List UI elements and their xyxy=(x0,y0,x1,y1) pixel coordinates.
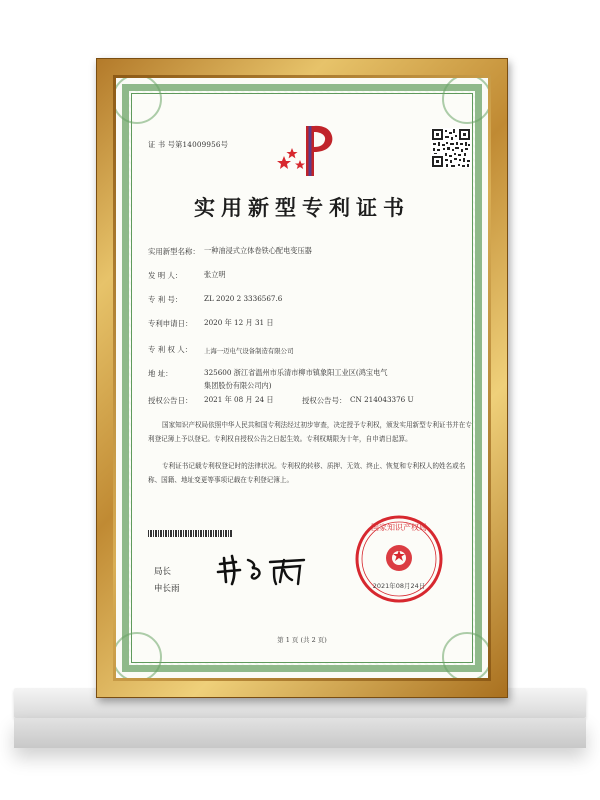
field-label-grant-date: 授权公告日： xyxy=(148,396,193,405)
guilloche-border xyxy=(122,84,482,672)
director-title: 局长 xyxy=(154,567,172,577)
corner-ornament xyxy=(116,78,162,124)
field-value-utility-model-name: 一种油浸式立体卷铁心配电变压器 xyxy=(204,246,312,255)
field-value-filing-date: 2020 年 12 月 31 日 xyxy=(204,318,274,327)
field-label-inventor: 发 明 人： xyxy=(148,271,183,280)
certificate-title: 实用新型专利证书 xyxy=(194,195,410,220)
svg-text:国家知识产权局: 国家知识产权局 xyxy=(371,523,427,532)
field-value-patentee: 上海一迈电气设备制造有限公司 xyxy=(204,347,294,355)
field-value-inventor: 张立明 xyxy=(204,270,226,279)
certificate-body xyxy=(131,93,473,663)
field-label-utility-model-name: 实用新型名称： xyxy=(148,247,200,256)
director-name: 申长雨 xyxy=(154,584,180,594)
svg-text:2021年08月24日: 2021年08月24日 xyxy=(372,582,426,590)
qr-code-icon xyxy=(431,128,471,168)
field-value-grant-number: CN 214043376 U xyxy=(350,395,414,404)
field-value-grant-date: 2021 年 08 月 24 日 xyxy=(204,395,274,404)
shelf-front xyxy=(14,718,586,748)
certificate-number: 证 书 号第14009956号 xyxy=(148,140,229,149)
field-label-patentee: 专 利 权 人： xyxy=(148,345,193,354)
field-label-grant-number: 授权公告号： xyxy=(302,396,347,405)
field-label-address: 地 址： xyxy=(148,369,173,378)
gold-frame xyxy=(96,58,508,698)
certificate-paragraph-2: 专利证书记载专利权登记时的法律状况。专利权的转移、质押、无效、终止、恢复和专利权人的姓名或名称、国籍、地址变更等事项记载在专利登记簿上。 xyxy=(148,462,466,484)
field-label-filing-date: 专利申请日： xyxy=(148,319,193,328)
frame-inner-molding xyxy=(113,75,491,681)
field-value-address-line1: 325600 浙江省温州市乐清市柳市镇象阳工业区(鸿宝电气 xyxy=(204,368,388,377)
certificate-paper xyxy=(116,78,488,678)
barcode-strip xyxy=(148,530,232,537)
official-seal-icon xyxy=(354,514,444,604)
cnipa-logo-icon xyxy=(276,122,340,180)
certificate-paragraph-1: 国家知识产权局依照中华人民共和国专利法经过初步审查，决定授予专利权，颁发实用新型专利证书并在专利登记簿上予以登记。专利权自授权公告之日起生效。专利权期限为十年，自申请日起算。 xyxy=(148,421,472,443)
field-value-address-line2: 集团股份有限公司内) xyxy=(204,381,272,390)
page-footer: 第 1 页 (共 2 页) xyxy=(277,636,327,644)
corner-ornament xyxy=(442,78,488,124)
field-label-patent-number: 专 利 号： xyxy=(148,295,183,304)
field-value-patent-number: ZL 2020 2 3336567.6 xyxy=(204,294,283,303)
director-signature-icon xyxy=(214,552,314,588)
